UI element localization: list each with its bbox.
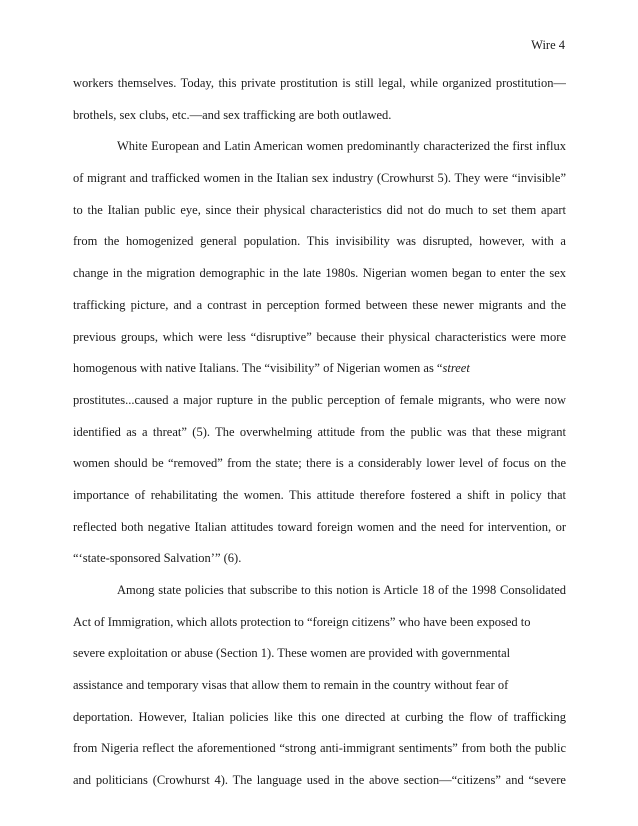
text-line: assistance and temporary visas that allow them to remain in the country without fear of [73, 678, 509, 693]
text-line: deportation. However, Italian policies like this one directed at curbing the flow of trafficking [73, 709, 566, 724]
text-line: from Nigeria reflect the aforementioned “strong anti-immigrant sentiments” from both the public [73, 741, 566, 756]
text-line: Among state policies that subscribe to this notion is Article 18 of the 1998 Consolidated [117, 583, 566, 597]
text-line: brothels, sex clubs, etc.—and sex trafficking are both outlawed. [73, 107, 392, 122]
text-line: women should be “removed” from the state; there is a considerably lower level of focus on the [73, 456, 566, 471]
running-head: Wire 4 [531, 38, 565, 52]
text-line: prostitutes...caused a major rupture in the public perception of female migrants, who were now [73, 392, 566, 407]
text-line: Act of Immigration, which allots protection to “foreign citizens” who have been exposed to [73, 614, 531, 629]
text-line: from the homogenized general population. This invisibility was disrupted, however, with a [73, 234, 566, 249]
text-line: severe exploitation or abuse (Section 1). These women are provided with governmental [73, 646, 511, 661]
text-line: trafficking picture, and a contrast in perception formed between these newer migrants and the [73, 297, 566, 312]
text-line: importance of rehabilitating the women. This attitude therefore fostered a shift in policy that [73, 487, 566, 502]
text-line: reflected both negative Italian attitudes toward foreign women and the need for intervention, or [73, 519, 566, 534]
text-line: White European and Latin American women predominantly characterized the first influx [117, 139, 566, 154]
text-line: and politicians (Crowhurst 4). The language used in the above section—“citizens” and “severe [73, 773, 566, 788]
text-line: identified as a threat” (5). The overwhelming attitude from the public was that these migrant [73, 424, 566, 439]
text-line: homogenous with native Italians. The “visibility” of Nigerian women as “street [73, 361, 470, 376]
text-line: workers themselves. Today, this private prostitution is still legal, while organized prostitution— [73, 76, 566, 90]
body-text [73, 68, 566, 797]
text-line: change in the migration demographic in the late 1980s. Nigerian women began to enter the sex [73, 266, 566, 281]
text-line: “‘state-sponsored Salvation’” (6). [73, 551, 242, 566]
text-line: previous groups, which were less “disruptive” because their physical characteristics were more [73, 329, 566, 344]
text-line: of migrant and trafficked women in the Italian sex industry (Crowhurst 5). They were “invisible” [73, 171, 566, 186]
text-line: to the Italian public eye, since their physical characteristics did not do much to set them apart [73, 202, 566, 217]
